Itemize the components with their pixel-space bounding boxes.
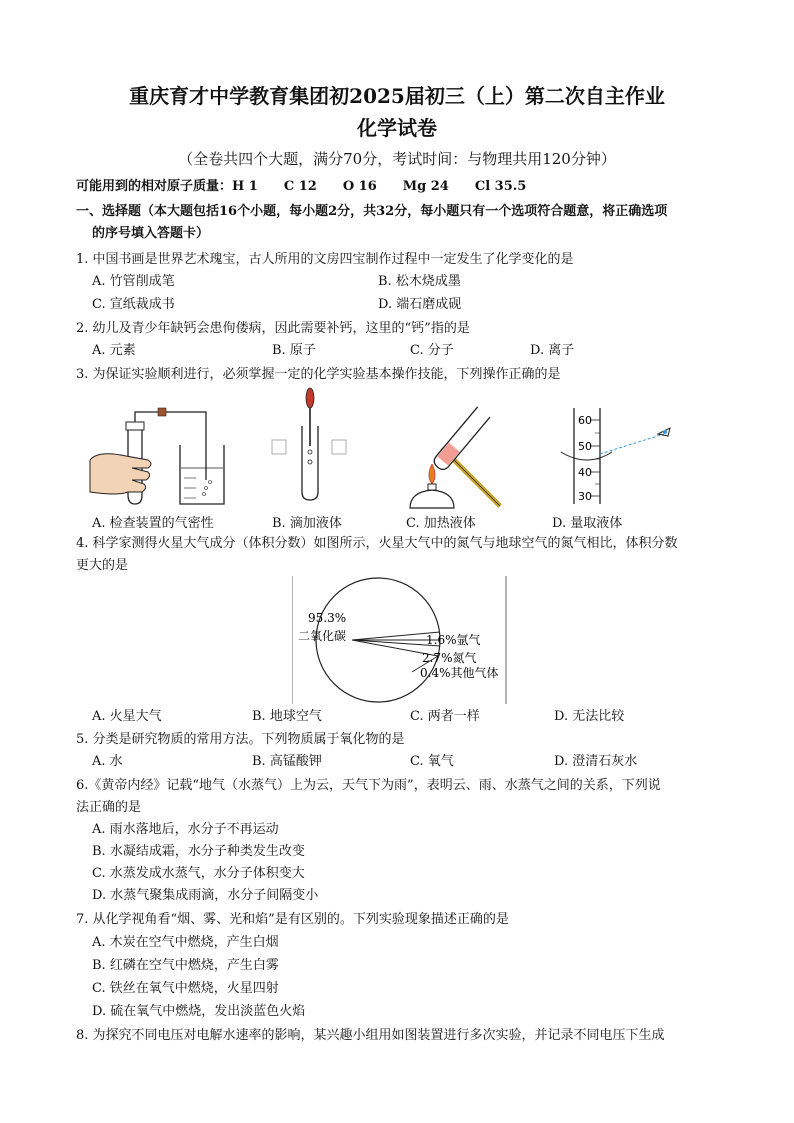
pie-co2-percent: 95.3%: [308, 611, 347, 625]
cylinder-tick-40: 40: [578, 466, 592, 479]
q6-stem: 6.《黄帝内经》记载“地气（水蒸气）上为云，天气下为雨”，表明云、雨、水蒸气之间的关系，下列说: [76, 778, 661, 793]
q4-option-c: C. 两者一样: [410, 709, 480, 724]
cylinder-tick-50: 50: [578, 440, 592, 453]
exam-subject: 化学试卷: [357, 116, 437, 140]
pie-argon-label: 1.6%氩气: [426, 633, 481, 647]
q7-option-a: A. 木炭在空气中燃烧，产生白烟: [92, 935, 279, 950]
q4-option-b: B. 地球空气: [252, 709, 322, 724]
q3-option-d: D. 量取液体: [552, 516, 623, 531]
q5-option-c: C. 氧气: [410, 754, 454, 769]
exam-title: 重庆育才中学教育集团初2025届初三（上）第二次自主作业: [129, 84, 665, 108]
pie-other-label: 0.4%其他气体: [420, 666, 499, 680]
q6-stem-cont: 法正确的是: [76, 800, 142, 815]
q3-option-a: A. 检查装置的气密性: [92, 516, 214, 531]
exam-info: （全卷共四个大题，满分70分，考试时间：与物理共用120分钟）: [178, 150, 616, 168]
q5-option-d: D. 澄清石灰水: [554, 754, 638, 769]
pie-nitrogen-label: 2.7%氮气: [422, 651, 477, 665]
q3-stem: 3. 为保证实验顺利进行，必须掌握一定的化学实验基本操作技能，下列操作正确的是: [76, 367, 561, 382]
atomic-masses: 可能用到的相对原子质量：H 1 C 12 O 16 Mg 24 Cl 35.5: [76, 179, 527, 194]
figure-graduated-cylinder: [560, 404, 690, 508]
cylinder-tick-30: 30: [578, 490, 592, 503]
cylinder-tick-60: 60: [578, 414, 592, 427]
figure-dropping-liquid: [268, 386, 352, 506]
q2-option-b: B. 原子: [272, 343, 316, 358]
q1-option-d: D. 端石磨成砚: [378, 297, 462, 312]
q5-stem: 5. 分类是研究物质的常用方法。下列物质属于氧化物的是: [76, 732, 405, 747]
q6-option-d: D. 水蒸气聚集成雨滴，水分子间隔变小: [92, 888, 319, 903]
q3-option-c: C. 加热液体: [406, 516, 476, 531]
pie-co2-name: 二氧化碳: [298, 629, 347, 643]
q5-option-a: A. 水: [92, 754, 123, 769]
figure-heating-liquid: [402, 398, 512, 510]
q2-option-a: A. 元素: [92, 343, 136, 358]
q2-option-c: C. 分子: [410, 343, 454, 358]
q1-option-c: C. 宣纸裁成书: [92, 297, 175, 312]
q5-option-b: B. 高锰酸钾: [252, 754, 322, 769]
figure-airtightness-check: [88, 400, 228, 510]
q2-option-d: D. 离子: [530, 343, 575, 358]
q2-stem: 2. 幼儿及青少年缺钙会患佝偻病，因此需要补钙，这里的“钙”指的是: [76, 321, 470, 336]
q8-stem: 8. 为探究不同电压对电解水速率的影响，某兴趣小组用如图装置进行多次实验，并记录不同电压下生成: [76, 1028, 665, 1043]
q4-option-a: A. 火星大气: [92, 709, 162, 724]
q3-option-b: B. 滴加液体: [272, 516, 342, 531]
q1-stem: 1. 中国书画是世界艺术瑰宝，古人所用的文房四宝制作过程中一定发生了化学变化的是: [76, 252, 574, 267]
q4-stem-cont: 更大的是: [76, 558, 129, 573]
q4-option-d: D. 无法比较: [554, 709, 625, 724]
figure-mars-atmosphere-pie: [292, 576, 514, 704]
q6-option-b: B. 水凝结成霜，水分子种类发生改变: [92, 844, 305, 859]
q1-option-a: A. 竹管削成笔: [92, 274, 175, 289]
q7-option-b: B. 红磷在空气中燃烧，产生白雾: [92, 958, 279, 973]
section1-heading: 一、选择题（本大题包括16个小题，每小题2分，共32分，每小题只有一个选项符合题意，将正确选项: [76, 204, 668, 219]
q7-option-d: D. 硫在氧气中燃烧，发出淡蓝色火焰: [92, 1004, 306, 1019]
section1-heading-cont: 的序号填入答题卡）: [92, 226, 210, 241]
q6-option-a: A. 雨水落地后，水分子不再运动: [92, 822, 279, 837]
q7-stem: 7. 从化学视角看“烟、雾、光和焰”是有区别的。下列实验现象描述正确的是: [76, 912, 509, 927]
q4-stem: 4. 科学家测得火星大气成分（体积分数）如图所示，火星大气中的氮气与地球空气的氮气相比，体积分数: [76, 536, 678, 551]
q1-option-b: B. 松木烧成墨: [378, 274, 461, 289]
q6-option-c: C. 水蒸发成水蒸气，水分子体积变大: [92, 866, 305, 881]
q7-option-c: C. 铁丝在氧气中燃烧，火星四射: [92, 981, 279, 996]
